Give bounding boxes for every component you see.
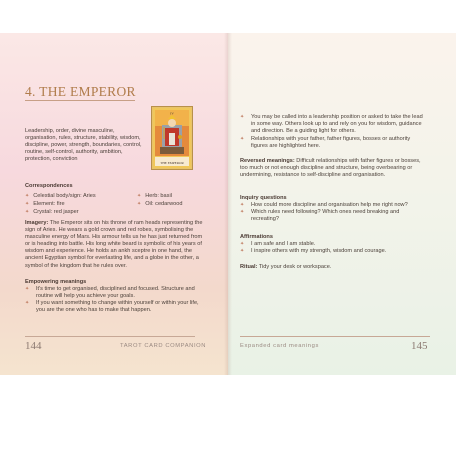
list-item: ✦ It's time to get organised, disciplined and focused. Structure and routine will help you achieve your goals. bbox=[25, 286, 195, 300]
reversed-section bbox=[240, 158, 426, 179]
star-bullet-icon: ✦ bbox=[240, 136, 245, 143]
ritual-section bbox=[240, 264, 426, 271]
star-bullet-icon: ✦ bbox=[240, 248, 245, 255]
star-bullet-icon: ✦ bbox=[25, 300, 30, 307]
star-bullet-icon: ✦ bbox=[25, 193, 30, 199]
empowering-section bbox=[25, 279, 207, 314]
star-bullet-icon: ✦ bbox=[240, 209, 245, 216]
affirmations-list bbox=[240, 241, 426, 255]
star-bullet-icon: ✦ bbox=[25, 201, 30, 208]
footer-rule-right bbox=[240, 336, 430, 337]
card-number-text: IV bbox=[170, 111, 174, 116]
correspondence-item: ✦ Celestial body/sign: Aries bbox=[25, 193, 96, 199]
empowering-heading: Empowering meanings bbox=[25, 279, 87, 285]
list-item: ✦ You may be called into a leadership position or asked to take the lead in some way. Others look up to and rely on you for wisdom, guidance and direction. Be a guiding light for others. bbox=[240, 114, 423, 135]
empowering-list bbox=[25, 286, 207, 314]
running-head-left: TAROT CARD COMPANION bbox=[120, 343, 207, 349]
correspondences-heading: Correspondences bbox=[25, 183, 73, 189]
list-item: ✦ Which rules need following? Which ones need breaking and recreating? bbox=[240, 209, 400, 223]
inquiry-heading: Inquiry questions bbox=[240, 195, 287, 201]
ritual-text: Tidy your desk or workspace. bbox=[258, 264, 332, 270]
title-divider bbox=[25, 100, 135, 101]
list-item: ✦ If you want something to change within yourself or within your life, you are the one who has to make that happen. bbox=[25, 300, 199, 314]
emperor-card-image bbox=[151, 106, 193, 170]
list-item: ✦ I inspire others with my strength, wisdom and courage. bbox=[240, 248, 387, 255]
list-item: ✦ I am safe and I am stable. bbox=[240, 241, 316, 248]
star-bullet-icon: ✦ bbox=[240, 202, 245, 209]
correspondence-item: ✦ Crystal: red jasper bbox=[25, 209, 79, 216]
imagery-label: Imagery: bbox=[25, 220, 49, 226]
card-label-text: THE EMPEROR bbox=[160, 161, 184, 165]
card-title: 4. THE EMPEROR bbox=[25, 84, 136, 99]
reversed-text: Difficult relationships with father figures or bosses, too much or not enough discipline and structure, being overbearing or undermining, resistance to self-discipline and organisation. bbox=[240, 158, 421, 179]
correspondence-item: ✦ Herb: basil bbox=[137, 193, 172, 199]
star-bullet-icon: ✦ bbox=[240, 241, 245, 248]
card-keywords: Leadership, order, divine masculine, organisation, rules, structure, stability, wisdom, discipline, power, strength, boundaries, control, routine, self-control, authority, ambition, protection, conviction bbox=[25, 128, 142, 163]
inquiry-section bbox=[240, 195, 426, 223]
star-bullet-icon: ✦ bbox=[25, 286, 30, 293]
star-bullet-icon: ✦ bbox=[240, 114, 245, 120]
correspondence-item: ✦ Oil: cedarwood bbox=[137, 201, 183, 208]
inquiry-list bbox=[240, 202, 426, 223]
page-number-left: 144 bbox=[25, 340, 42, 352]
imagery-section bbox=[25, 220, 207, 270]
affirmations-heading: Affirmations bbox=[240, 234, 273, 240]
star-bullet-icon: ✦ bbox=[137, 193, 142, 199]
footer-rule-left bbox=[25, 336, 195, 337]
ritual-label: Ritual: bbox=[240, 264, 258, 270]
list-item: ✦ How could more discipline and organisation help me right now? bbox=[240, 202, 408, 209]
emperor-card-illustration bbox=[152, 107, 192, 169]
affirmations-section bbox=[240, 234, 426, 255]
imagery-text: The Emperor sits on his throne of ram heads representing the sign of Aries. He wears a gold crown and red robes, symbolising the masculine energy of Mars. His armour tells us he has just returned from or is heading into battle. His long white beard is symbolic of his years of wisdom and experience. He holds an ankh sceptre in one hand, the ancient Egyptian symbol for everlasting life, and a globe in the other, a symbol of the kingdom that he rules over. bbox=[25, 220, 203, 269]
page-number-right: 145 bbox=[411, 340, 428, 352]
star-bullet-icon: ✦ bbox=[25, 209, 30, 216]
book-gutter bbox=[224, 33, 232, 375]
right-top-bullets bbox=[240, 114, 426, 150]
star-bullet-icon: ✦ bbox=[137, 201, 142, 208]
correspondence-item: ✦ Element: fire bbox=[25, 201, 65, 208]
list-item: ✦ Relationships with your father, father figures, bosses or authority figures are highlighted here. bbox=[240, 136, 411, 150]
reversed-label: Reversed meanings: bbox=[240, 158, 295, 164]
running-head-right: Expanded card meanings bbox=[240, 343, 319, 349]
